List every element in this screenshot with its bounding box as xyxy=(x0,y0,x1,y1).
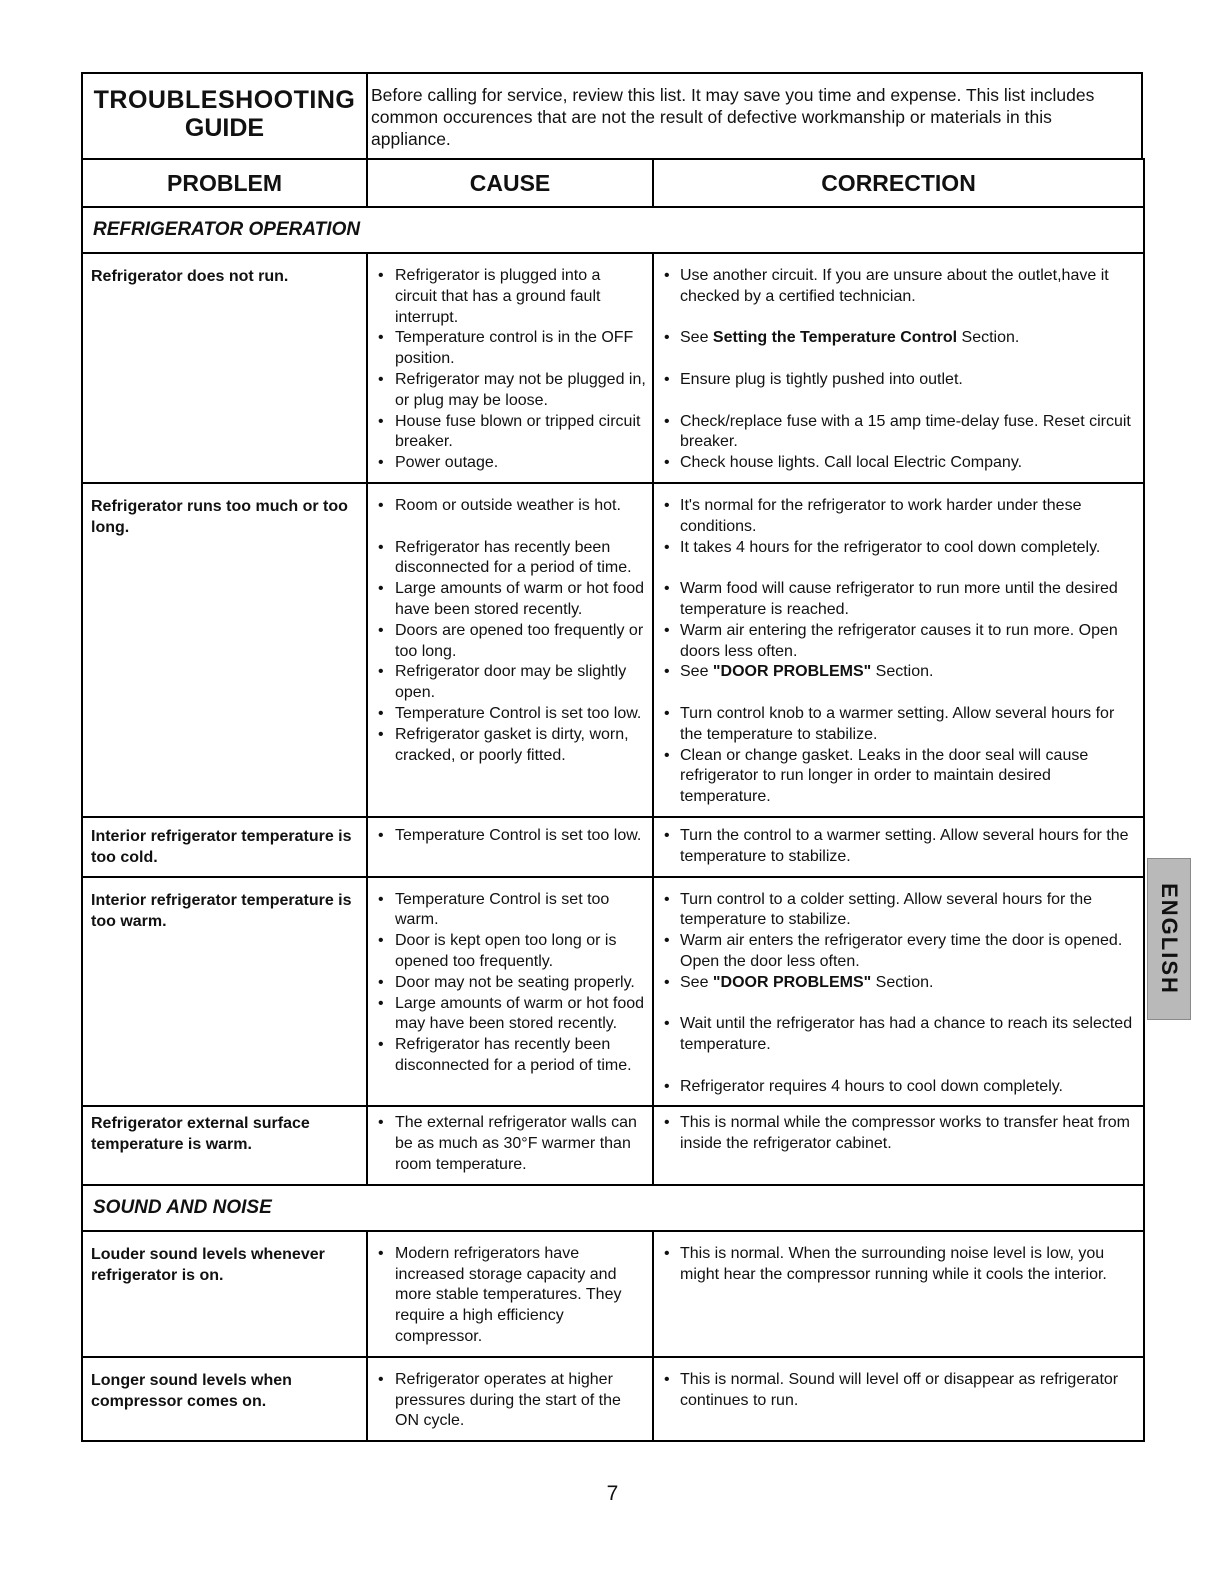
cause-cell xyxy=(367,817,653,877)
correction-item: • Warm air entering the refrigerator causes it to run more. Open doors less often. xyxy=(660,621,1137,663)
cause-item: • Refrigerator gasket is dirty, worn, cracked, or poorly fitted. xyxy=(374,725,646,767)
table-row xyxy=(82,1231,1144,1357)
table-row xyxy=(82,817,1144,877)
cause-item: • Refrigerator may not be plugged in, or plug may be loose. xyxy=(374,370,646,412)
troubleshooting-table xyxy=(81,158,1145,1442)
cause-cell xyxy=(367,253,653,483)
cause-item: • Modern refrigerators have increased storage capacity and more stable temperatures. They require a high efficiency compressor. xyxy=(374,1244,646,1348)
cause-item: • Temperature Control is set too low. xyxy=(374,826,646,847)
correction-item xyxy=(660,662,1137,683)
guide-intro: Before calling for service, review this list. It may save you time and expense. This list includes common occurences that are not the result of defective workmanship or materials in this appliance. xyxy=(371,85,1095,149)
cause-item: • Temperature Control is set too low. xyxy=(374,704,646,725)
correction-item: • Turn the control to a warmer setting. Allow several hours for the temperature to stabilize. xyxy=(660,826,1137,868)
cause-item: • Refrigerator has recently been disconnected for a period of time. xyxy=(374,538,646,580)
correction-text: See xyxy=(680,973,713,991)
cause-item: • Refrigerator is plugged into a circuit that has a ground fault interrupt. xyxy=(374,266,646,328)
cause-item: • Power outage. xyxy=(374,453,646,474)
cause-item: • Doors are opened too frequently or too long. xyxy=(374,621,646,663)
cause-item: • Refrigerator door may be slightly open. xyxy=(374,662,646,704)
cause-item: • Refrigerator has recently been disconnected for a period of time. xyxy=(374,1035,646,1077)
correction-item xyxy=(660,328,1137,349)
correction-text: Section. xyxy=(871,973,934,991)
cause-item: • The external refrigerator walls can be as much as 30°F warmer than room temperature. xyxy=(374,1113,646,1175)
section-reference: Setting the Temperature Control xyxy=(712,329,958,347)
correction-item: • This is normal while the compressor works to transfer heat from inside the refrigerator cabinet. xyxy=(660,1113,1137,1155)
problem-cell: Refrigerator runs too much or too long. xyxy=(82,483,367,817)
correction-item: • Wait until the refrigerator has had a chance to reach its selected temperature. xyxy=(660,1014,1137,1056)
correction-item: • Ensure plug is tightly pushed into outlet. xyxy=(660,370,1137,391)
correction-item: • Turn control knob to a warmer setting. Allow several hours for the temperature to stabilize. xyxy=(660,704,1137,746)
correction-cell xyxy=(653,253,1144,483)
guide-title-line2: GUIDE xyxy=(184,114,265,142)
correction-cell xyxy=(653,483,1144,817)
cause-cell xyxy=(367,1231,653,1357)
section-reference: "DOOR PROBLEMS" xyxy=(712,973,872,991)
problem-cell: Louder sound levels whenever refrigerator is on. xyxy=(82,1231,367,1357)
correction-item: • It takes 4 hours for the refrigerator to cool down completely. xyxy=(660,538,1137,559)
guide-title xyxy=(83,74,368,160)
correction-item: • Warm air enters the refrigerator every time the door is opened. Open the door less often. xyxy=(660,931,1137,973)
section-reference: "DOOR PROBLEMS" xyxy=(712,663,872,681)
troubleshooting-page xyxy=(81,72,1141,1467)
correction-cell xyxy=(653,1106,1144,1184)
cause-item: • Temperature Control is set too warm. xyxy=(374,890,646,932)
section-row xyxy=(82,207,1144,253)
table-row xyxy=(82,877,1144,1107)
correction-item: • Turn control to a colder setting. Allow several hours for the temperature to stabilize. xyxy=(660,890,1137,932)
cause-item: • House fuse blown or tripped circuit breaker. xyxy=(374,412,646,454)
problem-cell: Interior refrigerator temperature is too cold. xyxy=(82,817,367,877)
correction-item: • Check house lights. Call local Electric Company. xyxy=(660,453,1137,474)
guide-header xyxy=(81,72,1143,160)
correction-cell xyxy=(653,1231,1144,1357)
section-heading-refrigerator-operation: REFRIGERATOR OPERATION xyxy=(82,207,1144,253)
table-row xyxy=(82,253,1144,483)
correction-cell xyxy=(653,1357,1144,1441)
correction-item xyxy=(660,973,1137,994)
correction-text: Section. xyxy=(957,329,1020,347)
problem-cell: Interior refrigerator temperature is too warm. xyxy=(82,877,367,1107)
cause-item: • Temperature control is in the OFF position. xyxy=(374,328,646,370)
correction-item: • This is normal. Sound will level off or disappear as refrigerator continues to run. xyxy=(660,1370,1137,1412)
cause-item: • Door is kept open too long or is opened too frequently. xyxy=(374,931,646,973)
correction-item: • Clean or change gasket. Leaks in the door seal will cause refrigerator to run longer in order to maintain desired temperature. xyxy=(660,746,1137,808)
correction-text: Section. xyxy=(871,663,934,681)
column-header-correction: CORRECTION xyxy=(653,159,1144,207)
column-header-row xyxy=(82,159,1144,207)
table-row xyxy=(82,483,1144,817)
cause-cell xyxy=(367,877,653,1107)
cause-item: • Room or outside weather is hot. xyxy=(374,496,646,517)
correction-item: • This is normal. When the surrounding noise level is low, you might hear the compressor running while it cools the interior. xyxy=(660,1244,1137,1286)
correction-item: • Warm food will cause refrigerator to run more until the desired temperature is reached. xyxy=(660,579,1137,621)
problem-cell: Refrigerator external surface temperature is warm. xyxy=(82,1106,367,1184)
correction-item: • Use another circuit. If you are unsure about the outlet,have it checked by a certified technician. xyxy=(660,266,1137,308)
correction-item: • It's normal for the refrigerator to work harder under these conditions. xyxy=(660,496,1137,538)
language-tab-label: ENGLISH xyxy=(1157,883,1182,995)
column-header-cause: CAUSE xyxy=(367,159,653,207)
table-row xyxy=(82,1106,1144,1184)
correction-item: • Check/replace fuse with a 15 amp time-delay fuse. Reset circuit breaker. xyxy=(660,412,1137,454)
section-row xyxy=(82,1185,1144,1231)
cause-item: • Refrigerator operates at higher pressures during the start of the ON cycle. xyxy=(374,1370,646,1432)
cause-item: • Large amounts of warm or hot food may have been stored recently. xyxy=(374,994,646,1036)
column-header-problem: PROBLEM xyxy=(82,159,367,207)
cause-cell xyxy=(367,483,653,817)
language-tab xyxy=(1147,858,1191,1020)
correction-cell xyxy=(653,817,1144,877)
cause-item: • Door may not be seating properly. xyxy=(374,973,646,994)
guide-title-line1: TROUBLESHOOTING xyxy=(93,86,356,114)
correction-text: See xyxy=(680,663,713,681)
cause-cell xyxy=(367,1357,653,1441)
problem-cell: Longer sound levels when compressor comes on. xyxy=(82,1357,367,1441)
problem-cell: Refrigerator does not run. xyxy=(82,253,367,483)
correction-cell xyxy=(653,877,1144,1107)
table-row xyxy=(82,1357,1144,1441)
correction-item: • Refrigerator requires 4 hours to cool down completely. xyxy=(660,1077,1137,1098)
cause-cell xyxy=(367,1106,653,1184)
cause-item: • Large amounts of warm or hot food have been stored recently. xyxy=(374,579,646,621)
correction-text: See xyxy=(680,329,713,347)
page-number: 7 xyxy=(606,1482,619,1505)
section-heading-sound-and-noise: SOUND AND NOISE xyxy=(82,1185,1144,1231)
